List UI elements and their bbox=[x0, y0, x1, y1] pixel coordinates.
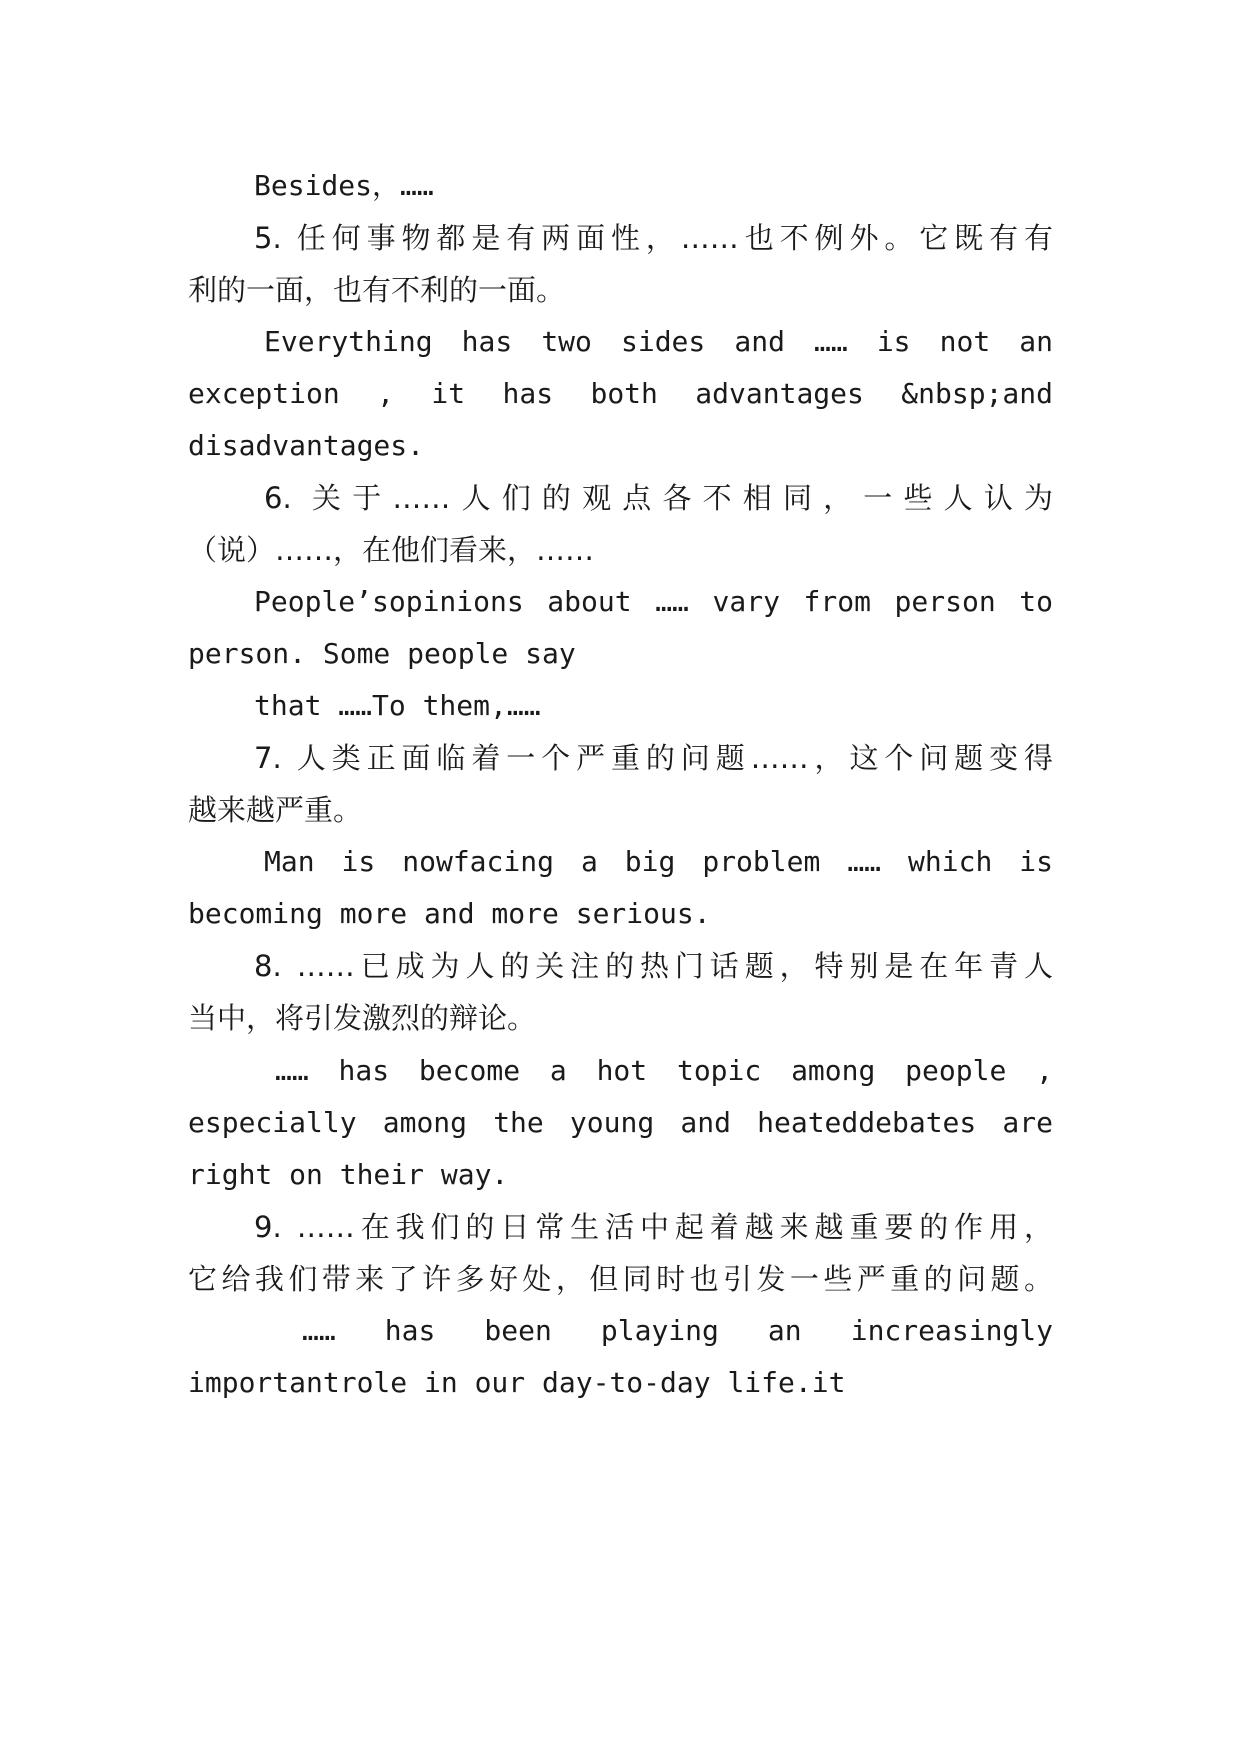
text-line: Man is nowfacing a big problem …… which is bbox=[264, 845, 1053, 878]
text-line: Everything has two sides and …… is not an bbox=[264, 325, 1053, 358]
text-line: …… has become a hot topic among people , bbox=[275, 1054, 1053, 1087]
text-line: 5. 任何事物都是有两面性，……也不例外。它既有有 bbox=[254, 221, 1053, 255]
text-line: 当中，将引发激烈的辩论。 bbox=[188, 1001, 537, 1035]
text-line: especially among the young and heateddebates are bbox=[188, 1106, 1053, 1139]
text-line: People’sopinions about …… vary from person to bbox=[254, 585, 1053, 618]
text-line: importantrole in our day-to-day life.it bbox=[188, 1366, 846, 1399]
text-line: 8. ……已成为人的关注的热门话题，特别是在年青人 bbox=[254, 949, 1053, 983]
text-line: exception , it has both advantages &nbsp;and bbox=[188, 377, 1053, 410]
text-line: that ……To them,…… bbox=[254, 689, 541, 722]
text-line: 利的一面，也有不利的一面。 bbox=[188, 273, 566, 307]
text-line: right on their way. bbox=[188, 1158, 509, 1191]
text-line: 6. 关于……人们的观点各不相同，一些人认为 bbox=[264, 481, 1053, 515]
text-line: becoming more and more serious. bbox=[188, 897, 711, 930]
text-line: …… has been playing an increasingly bbox=[302, 1314, 1053, 1347]
text-line: 9. ……在我们的日常生活中起着越来越重要的作用， bbox=[254, 1210, 1053, 1244]
text-line: 它给我们带来了许多好处，但同时也引发一些严重的问题。 bbox=[188, 1262, 1053, 1296]
text-line: disadvantages. bbox=[188, 429, 425, 462]
text-line: person. Some people say bbox=[188, 637, 576, 670]
text-line: Besides，…… bbox=[254, 169, 434, 202]
text-line: （说）……，在他们看来，…… bbox=[188, 533, 595, 567]
text-line: 7. 人类正面临着一个严重的问题……，这个问题变得 bbox=[254, 741, 1053, 775]
text-line: 越来越严重。 bbox=[188, 793, 363, 827]
